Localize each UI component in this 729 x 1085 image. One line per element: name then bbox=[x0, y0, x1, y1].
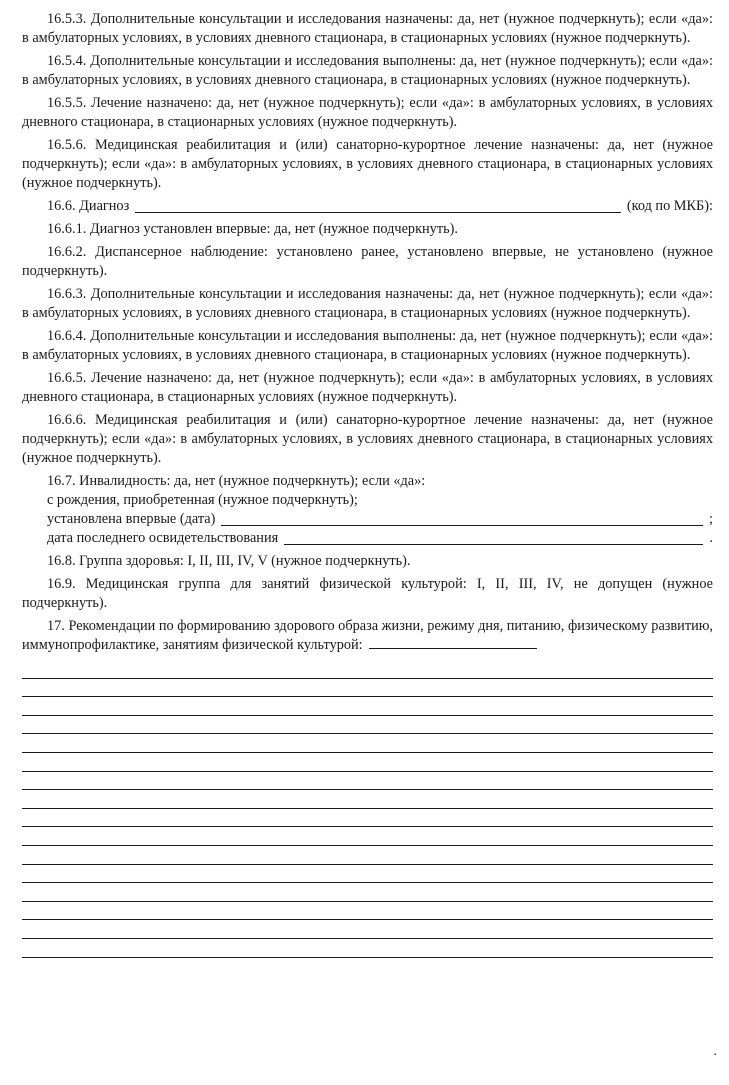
disability-origin-text: с рождения, приобретенная (нужное подчеркнуть); bbox=[47, 492, 358, 508]
disability-origin-row bbox=[22, 491, 713, 510]
blank-line[interactable] bbox=[22, 920, 713, 939]
end-period: . bbox=[713, 1044, 717, 1059]
diagnosis-field[interactable] bbox=[135, 198, 621, 213]
blank-line[interactable] bbox=[22, 846, 713, 865]
item-16-5-5: 16.5.5. Лечение назначено: да, нет (нужное подчеркнуть); если «да»: в амбулаторных условиях, в условиях дневного стационара, в стационарных условиях (нужное подчеркнуть). bbox=[22, 95, 713, 130]
item-16-7: 16.7. Инвалидность: да, нет (нужное подчеркнуть); если «да»: bbox=[47, 473, 426, 489]
item-16-6-1: 16.6.1. Диагноз установлен впервые: да, нет (нужное подчеркнуть). bbox=[47, 221, 458, 237]
blank-line[interactable] bbox=[22, 772, 713, 791]
disability-last-exam-end: . bbox=[709, 530, 713, 546]
disability-first-date-end: ; bbox=[709, 511, 713, 527]
blank-line[interactable] bbox=[22, 809, 713, 828]
blank-line[interactable] bbox=[22, 827, 713, 846]
disability-last-exam-label: дата последнего освидетельствования bbox=[47, 530, 279, 546]
blank-line[interactable] bbox=[22, 697, 713, 716]
item-16-5-4: 16.5.4. Дополнительные консультации и исследования выполнены: да, нет (нужное подчеркнуть); если «да»: в амбулаторных условиях, в условиях дневного стационара, в стационарных условиях (нужное подчеркнуть). bbox=[22, 53, 713, 88]
blank-line[interactable] bbox=[22, 679, 713, 698]
item-16-6-4: 16.6.4. Дополнительные консультации и исследования выполнены: да, нет (нужное подчеркнуть); если «да»: в амбулаторных условиях, в условиях дневного стационара, в стационарных условиях (нужное подчеркнуть). bbox=[22, 328, 713, 363]
blank-line[interactable] bbox=[22, 716, 713, 735]
disability-last-exam-field[interactable] bbox=[284, 530, 703, 545]
diagnosis-label: 16.6. Диагноз bbox=[47, 198, 130, 214]
blank-line[interactable] bbox=[22, 790, 713, 809]
blank-line[interactable] bbox=[22, 865, 713, 884]
item-16-6-3: 16.6.3. Дополнительные консультации и исследования назначены: да, нет (нужное подчеркнуть); если «да»: в амбулаторных условиях, в условиях дневного стационара, в стационарных условиях (нужное подчеркнуть). bbox=[22, 286, 713, 321]
recommendations-inline-field[interactable] bbox=[369, 636, 537, 649]
disability-last-exam-row bbox=[22, 529, 713, 548]
item-16-6-5: 16.6.5. Лечение назначено: да, нет (нужное подчеркнуть); если «да»: в амбулаторных условиях, в условиях дневного стационара, в стационарных условиях (нужное подчеркнуть). bbox=[22, 370, 713, 405]
item-16-5-3: 16.5.3. Дополнительные консультации и исследования назначены: да, нет (нужное подчеркнуть); если «да»: в амбулаторных условиях, в условиях дневного стационара, в стационарных условиях (нужное подчеркнуть). bbox=[22, 11, 713, 46]
blank-line[interactable] bbox=[22, 753, 713, 772]
blank-line[interactable] bbox=[22, 734, 713, 753]
blank-line[interactable] bbox=[22, 939, 713, 958]
blank-line[interactable] bbox=[22, 883, 713, 902]
recommendations-lines[interactable] bbox=[22, 660, 713, 958]
item-16-8: 16.8. Группа здоровья: I, II, III, IV, V (нужное подчеркнуть). bbox=[47, 553, 411, 569]
item-16-5-6: 16.5.6. Медицинская реабилитация и (или) санаторно-курортное лечение назначены: да, нет (нужное подчеркнуть); если «да»: в амбулаторных условиях, в условиях дневного стационара, в стационарных условиях (нужное подчеркнуть). bbox=[22, 137, 713, 191]
item-17 bbox=[22, 617, 713, 655]
item-16-9: 16.9. Медицинская группа для занятий физической культурой: I, II, III, IV, не допущен (нужное подчеркнуть). bbox=[22, 576, 713, 611]
disability-first-date-field[interactable] bbox=[221, 511, 703, 526]
disability-first-date-row bbox=[22, 510, 713, 529]
diagnosis-code-label: (код по МКБ): bbox=[626, 198, 713, 214]
diagnosis-row bbox=[22, 197, 713, 216]
blank-line[interactable] bbox=[22, 902, 713, 921]
item-16-6-2: 16.6.2. Диспансерное наблюдение: установлено ранее, установлено впервые, не установлено (нужное подчеркнуть). bbox=[22, 244, 713, 279]
item-17-text: 17. Рекомендации по формированию здорового образа жизни, режиму дня, питанию, физическому развитию, иммунопрофилактике, занятиям физической культурой: bbox=[22, 618, 713, 653]
item-16-6-6: 16.6.6. Медицинская реабилитация и (или) санаторно-курортное лечение назначены: да, нет (нужное подчеркнуть); если «да»: в амбулаторных условиях, в условиях дневного стационара, в стационарных условиях (нужное подчеркнуть). bbox=[22, 412, 713, 466]
blank-line[interactable] bbox=[22, 660, 713, 679]
disability-first-date-label: установлена впервые (дата) bbox=[47, 511, 216, 527]
